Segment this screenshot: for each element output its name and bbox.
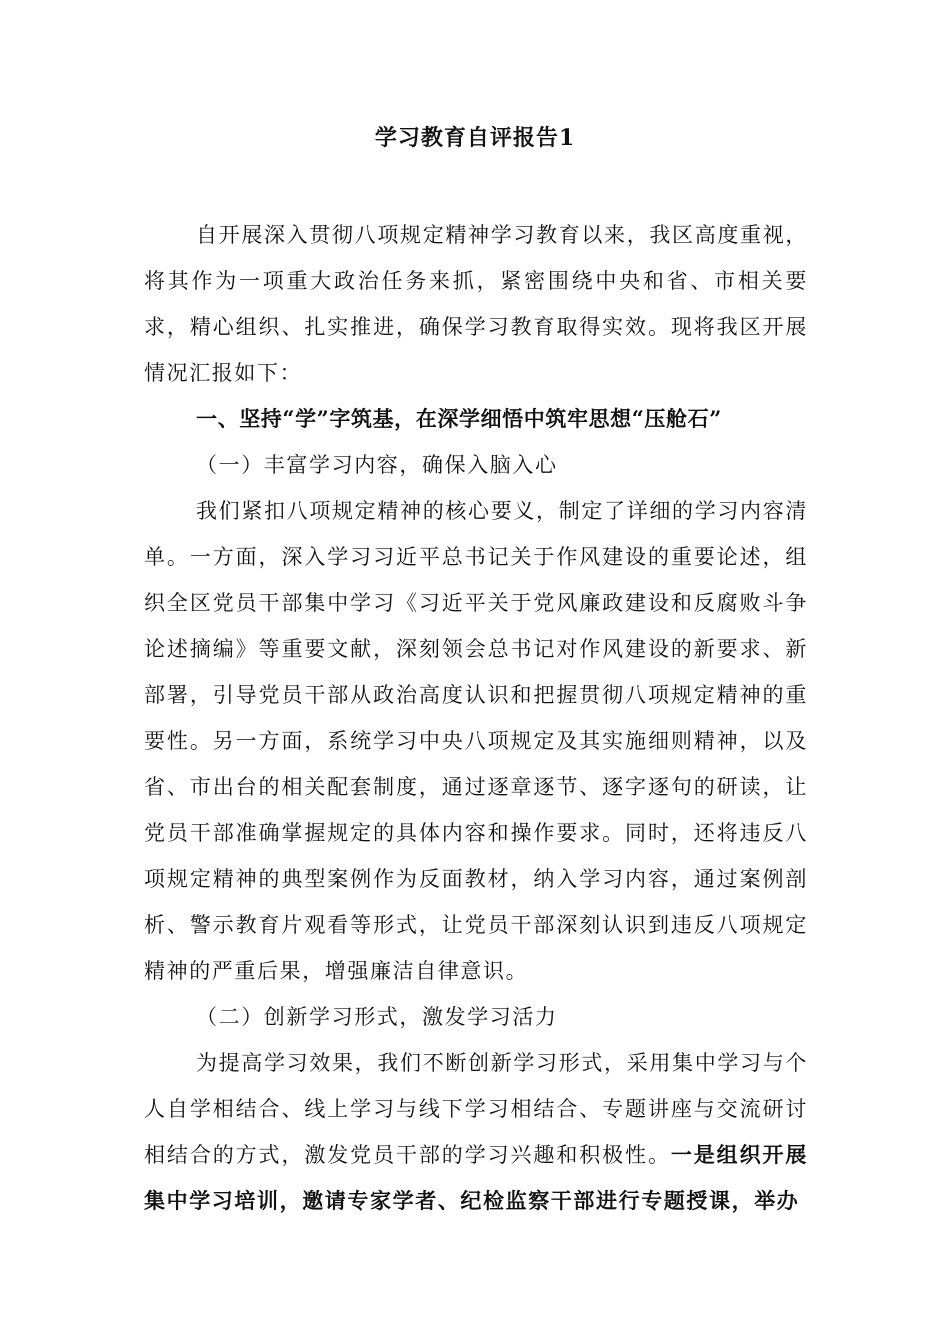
sub1-paragraph: 我们紧扣八项规定精神的核心要义，制定了详细的学习内容清单。一方面，深入学习习近平总书记关于作风建设的重要论述，组织全区党员干部集中学习《习近平关于党风廉政建设和反腐败斗争论述摘编》等重要文献，深刻领会总书记对作风建设的新要求、新部署，引导党员干部从政治高度认识和把握贯彻八项规定精神的重要性。另一方面，系统学习中央八项规定及其实施细则精神，以及省、市出台的相关配套制度，通过逐章逐节、逐字逐句的研读，让党员干部准确掌握规定的具体内容和操作要求。同时，还将违反八项规定精神的典型案例作为反面教材，纳入学习内容，通过案例剖析、警示教育片观看等形式，让党员干部深刻认识到违反八项规定精神的严重后果，增强廉洁自律意识。 (144, 499, 808, 983)
sub2-heading: （二）创新学习形式，激发学习活力 (196, 1005, 558, 1029)
sub2-paragraph (144, 1040, 808, 1224)
sub2-paragraph-bold: 一是组织开展集中学习培训，邀请专家学者、纪检监察干部进行专题授课，举办 (144, 1142, 808, 1213)
sub2-heading-block (144, 994, 808, 1040)
document-title: 学习教育自评报告1 (374, 125, 576, 151)
sub1-heading: （一）丰富学习内容，确保入脑入心 (196, 453, 558, 477)
sub1-heading-block (144, 442, 808, 488)
intro-block (144, 212, 808, 396)
intro-paragraph: 自开展深入贯彻八项规定精神学习教育以来，我区高度重视，将其作为一项重大政治任务来抓，紧密围绕中央和省、市相关要求，精心组织、扎实推进，确保学习教育取得实效。现将我区开展情况汇报如下： (144, 223, 808, 385)
section1-heading-block (144, 396, 808, 442)
section1-heading: 一、坚持“学”字筑基，在深学细悟中筑牢思想“压舱石” (196, 406, 722, 431)
sub1-body-block (144, 488, 808, 994)
sub2-paragraph-normal: 为提高学习效果，我们不断创新学习形式，采用集中学习与个人自学相结合、线上学习与线下学习相结合、专题讲座与交流研讨相结合的方式，激发党员干部的学习兴趣和积极性。 (144, 1051, 808, 1167)
sub2-body-block (144, 1040, 808, 1224)
